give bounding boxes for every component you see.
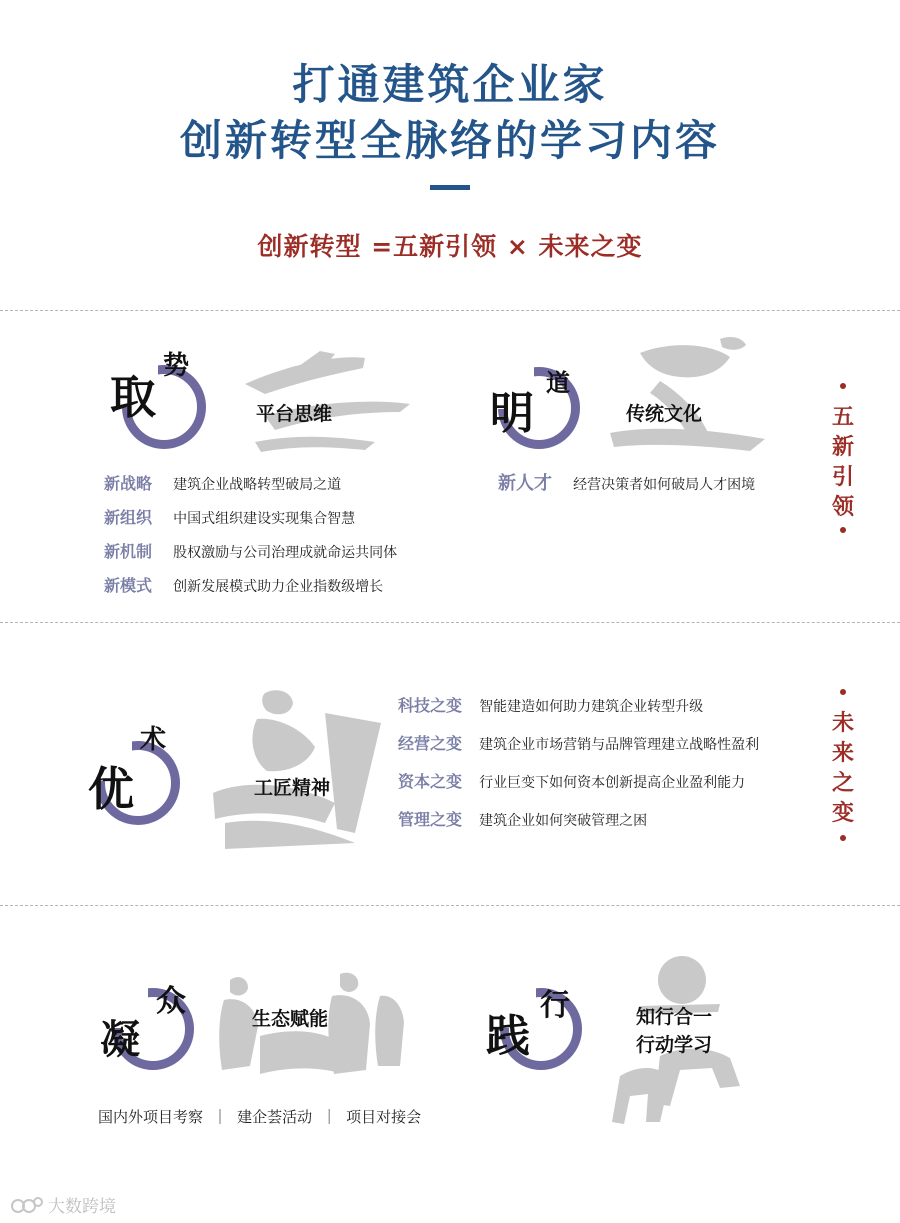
calligraphy-big: 践 [486, 1011, 530, 1062]
item-text: 经营决策者如何破局人才困境 [573, 477, 756, 493]
list-item [398, 807, 759, 845]
list-item [104, 573, 397, 607]
page-title-line2: 创新转型全脉络的学习内容 [179, 116, 720, 165]
list-item [398, 769, 759, 807]
list-item [498, 469, 755, 495]
section-ecosystem [0, 906, 900, 1146]
item-text: 建筑企业战略转型破局之道 [173, 477, 342, 493]
item-label: 科技之变 [398, 696, 463, 715]
list-item [398, 731, 759, 769]
calligraphy-small: 众 [156, 984, 186, 1019]
item-text: 中国式组织建设实现集合智慧 [173, 511, 356, 527]
item-label: 资本之变 [398, 772, 463, 791]
item-text: 建筑企业如何突破管理之困 [479, 813, 648, 829]
list-item [398, 693, 759, 731]
calligraphy-small: 道 [546, 368, 570, 397]
bullet-dot-icon [840, 689, 846, 695]
module-title: 知行合一 [636, 1006, 713, 1028]
item-text: 建筑企业市场营销与品牌管理建立战略性盈利 [479, 737, 760, 753]
bullet-dot-icon [840, 383, 846, 389]
item-label: 新战略 [104, 474, 153, 493]
bullet-dot-icon [840, 835, 846, 841]
section-five-new [0, 311, 900, 621]
item-label: 新机制 [104, 542, 153, 561]
calligraphy-small: 势 [163, 351, 190, 381]
watermark [10, 1192, 116, 1217]
item-list [104, 471, 397, 607]
item-text: 创新发展模式助力企业指数级增长 [173, 579, 384, 595]
module-title: 行动学习 [636, 1034, 713, 1056]
ink-craftsman-icon [205, 683, 385, 853]
watermark-text: 大数跨境 [48, 1197, 116, 1217]
ink-scholar-icon [600, 333, 770, 463]
formula-subtitle: 创新转型 =五新引领 × 未来之变 [257, 232, 643, 261]
item-text: 股权激励与公司治理成就命运共同体 [173, 545, 398, 561]
module-title: 生态赋能 [252, 1008, 329, 1030]
list-item [104, 539, 397, 573]
brand-logo-icon [10, 1194, 44, 1216]
side-vertical-label: 五新引领 [831, 405, 854, 520]
item-list [398, 693, 759, 845]
module-title: 工匠精神 [254, 777, 331, 799]
calligraphy-small: 术 [140, 725, 167, 755]
side-vertical-label: 未来之变 [831, 711, 854, 826]
calligraphy-big: 优 [88, 762, 134, 816]
list-item [104, 471, 397, 505]
calligraphy-big: 取 [110, 370, 156, 424]
item-label: 管理之变 [398, 810, 463, 829]
section-future-change [0, 623, 900, 905]
item-label: 新模式 [104, 576, 153, 595]
list-item [104, 505, 397, 539]
bullet-dot-icon [840, 527, 846, 533]
item-label: 新人才 [498, 473, 552, 494]
module-title: 传统文化 [626, 403, 703, 425]
page-title-line1: 打通建筑企业家 [292, 60, 608, 109]
title-underline [430, 185, 470, 190]
item-text: 智能建造如何助力建筑企业转型升级 [479, 699, 704, 715]
calligraphy-small: 行 [540, 988, 570, 1023]
item-label: 经营之变 [398, 734, 463, 753]
calligraphy-big: 凝 [100, 1016, 140, 1063]
calligraphy-big: 明 [490, 388, 534, 439]
item-label: 新组织 [104, 508, 153, 527]
item-text: 行业巨变下如何资本创新提高企业盈利能力 [479, 775, 746, 791]
module-title: 平台思维 [256, 403, 333, 425]
activities-footer: 国内外项目考察 ｜ 建企荟活动 ｜ 项目对接会 [98, 1108, 422, 1126]
